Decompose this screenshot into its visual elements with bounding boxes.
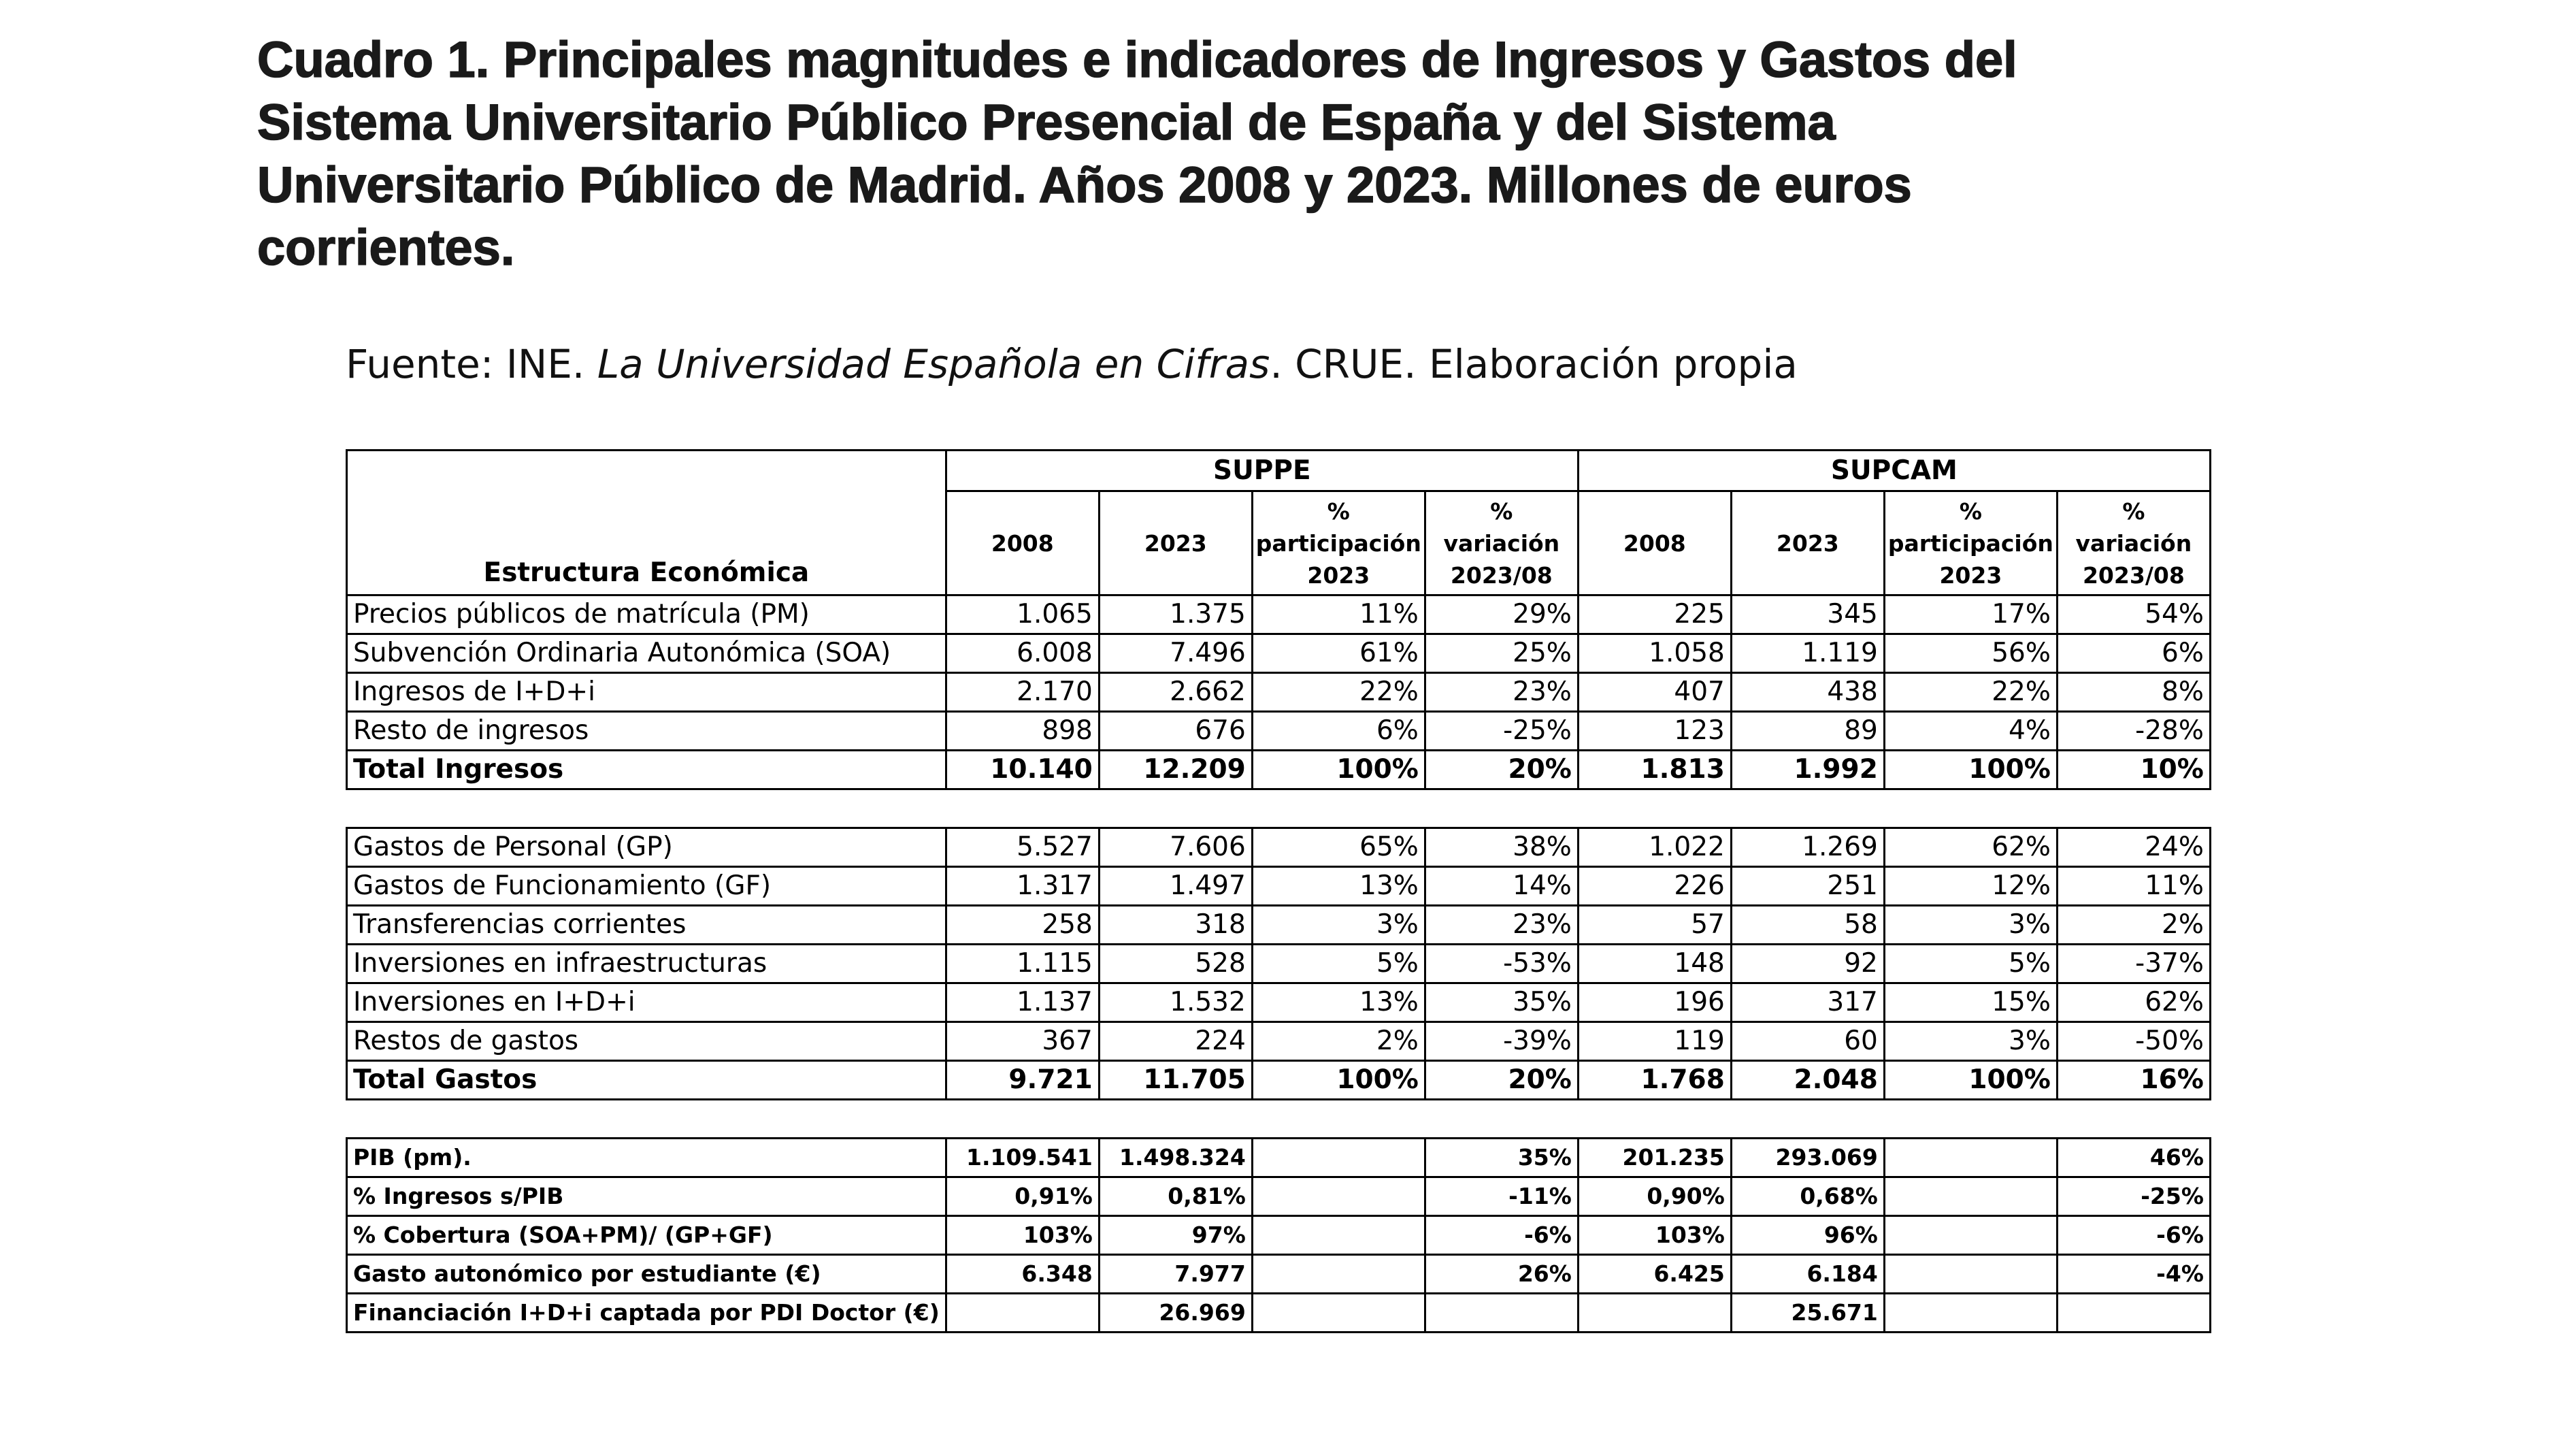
cell-value: 6.348 — [946, 1255, 1099, 1294]
cell-value: 6.425 — [1578, 1255, 1731, 1294]
cell-value: 16% — [2057, 1061, 2210, 1100]
cell-value: 318 — [1099, 906, 1252, 945]
cell-value: 7.606 — [1099, 828, 1252, 867]
table-row — [347, 1022, 2211, 1061]
title-line-4: corrientes. — [257, 219, 515, 276]
spacer-cell — [2057, 789, 2210, 828]
cell-value: -53% — [1425, 945, 1578, 983]
spacer-cell — [1425, 789, 1578, 828]
cell-value — [1884, 1216, 2057, 1255]
cell-value: 12% — [1884, 867, 2057, 906]
total-gastos-row — [347, 1061, 2211, 1100]
cell-value: 2.048 — [1731, 1061, 1884, 1100]
cell-value: 14% — [1425, 867, 1578, 906]
row-label: Inversiones en infraestructuras — [347, 945, 946, 983]
cell-value: 225 — [1578, 595, 1731, 634]
row-label: Subvención Ordinaria Autonómica (SOA) — [347, 634, 946, 673]
cell-value: 5% — [1252, 945, 1425, 983]
cell-value: -39% — [1425, 1022, 1578, 1061]
spacer-cell — [347, 789, 946, 828]
cell-value — [946, 1294, 1099, 1333]
cell-value — [1884, 1177, 2057, 1216]
spacer-cell — [946, 789, 1099, 828]
cell-value: 22% — [1884, 673, 2057, 712]
cell-value: 65% — [1252, 828, 1425, 867]
row-label: Gasto autonómico por estudiante (€) — [347, 1255, 946, 1294]
spacer-cell — [1731, 789, 1884, 828]
cell-value: 6.008 — [946, 634, 1099, 673]
cell-value: 13% — [1252, 983, 1425, 1022]
header-suppe-2008: 2008 — [946, 491, 1099, 595]
cell-value: 0,68% — [1731, 1177, 1884, 1216]
cell-value: 119 — [1578, 1022, 1731, 1061]
table-row — [347, 906, 2211, 945]
cell-value: 20% — [1425, 751, 1578, 789]
cell-value: 2.170 — [946, 673, 1099, 712]
spacer-cell — [2057, 1100, 2210, 1139]
data-table — [346, 449, 2211, 1333]
cell-value: 1.317 — [946, 867, 1099, 906]
cell-value — [1884, 1294, 2057, 1333]
cell-value: 1.065 — [946, 595, 1099, 634]
spacer-cell — [347, 1100, 946, 1139]
cell-value — [1425, 1294, 1578, 1333]
row-label: Ingresos de I+D+i — [347, 673, 946, 712]
cell-value: 23% — [1425, 673, 1578, 712]
cell-value: 5% — [1884, 945, 2057, 983]
title-line-3: Universitario Público de Madrid. Años 2008 y 2023. Millones de euros — [257, 157, 1912, 213]
cell-value: 676 — [1099, 712, 1252, 751]
cell-value: 26% — [1425, 1255, 1578, 1294]
header-group-suppe: SUPPE — [946, 451, 1578, 491]
table-row — [347, 634, 2211, 673]
cell-value: 258 — [946, 906, 1099, 945]
cell-value: 3% — [1884, 1022, 2057, 1061]
spacer-cell — [1099, 789, 1252, 828]
cell-value: 35% — [1425, 1139, 1578, 1177]
row-label: Resto de ingresos — [347, 712, 946, 751]
table-row — [347, 983, 2211, 1022]
row-label: % Cobertura (SOA+PM)/ (GP+GF) — [347, 1216, 946, 1255]
cell-value — [1252, 1216, 1425, 1255]
cell-value: -37% — [2057, 945, 2210, 983]
cell-value: 46% — [2057, 1139, 2210, 1177]
header-suppe-participacion: % participación 2023 — [1252, 491, 1425, 595]
row-label: PIB (pm). — [347, 1139, 946, 1177]
cell-value: 224 — [1099, 1022, 1252, 1061]
cell-value: 7.977 — [1099, 1255, 1252, 1294]
cell-value: 6% — [1252, 712, 1425, 751]
source-publication: La Universidad Española en Cifras — [597, 341, 1270, 387]
cell-value: -6% — [1425, 1216, 1578, 1255]
cell-value: -25% — [2057, 1177, 2210, 1216]
cell-value: 62% — [1884, 828, 2057, 867]
cell-value: 103% — [946, 1216, 1099, 1255]
cell-value: 62% — [2057, 983, 2210, 1022]
header-supcam-participacion: % participación 2023 — [1884, 491, 2057, 595]
spacer-row — [347, 789, 2211, 828]
cell-value: 6.184 — [1731, 1255, 1884, 1294]
cell-value: 2% — [2057, 906, 2210, 945]
spacer-cell — [1252, 1100, 1425, 1139]
cell-value: 1.813 — [1578, 751, 1731, 789]
row-label: Restos de gastos — [347, 1022, 946, 1061]
cell-value: 345 — [1731, 595, 1884, 634]
cell-value: 123 — [1578, 712, 1731, 751]
cell-value: 10% — [2057, 751, 2210, 789]
source-prefix: Fuente: INE. — [346, 341, 597, 387]
spacer-cell — [1884, 1100, 2057, 1139]
cell-value: 7.496 — [1099, 634, 1252, 673]
cell-value: 1.137 — [946, 983, 1099, 1022]
cell-value: 1.119 — [1731, 634, 1884, 673]
cell-value: 96% — [1731, 1216, 1884, 1255]
cell-value: 15% — [1884, 983, 2057, 1022]
cell-value: 58 — [1731, 906, 1884, 945]
row-label: % Ingresos s/PIB — [347, 1177, 946, 1216]
source-suffix: . CRUE. Elaboración propia — [1270, 341, 1798, 387]
table-row — [347, 828, 2211, 867]
spacer-cell — [1578, 789, 1731, 828]
row-label: Total Gastos — [347, 1061, 946, 1100]
title-line-2: Sistema Universitario Público Presencial de España y del Sistema — [257, 94, 1836, 150]
cell-value: 148 — [1578, 945, 1731, 983]
cell-value: 528 — [1099, 945, 1252, 983]
cell-value: 89 — [1731, 712, 1884, 751]
cell-value: -50% — [2057, 1022, 2210, 1061]
spacer-cell — [1252, 789, 1425, 828]
cell-value: 898 — [946, 712, 1099, 751]
cell-value: 226 — [1578, 867, 1731, 906]
spacer-cell — [1578, 1100, 1731, 1139]
cell-value: 56% — [1884, 634, 2057, 673]
cell-value: 317 — [1731, 983, 1884, 1022]
cell-value: 3% — [1884, 906, 2057, 945]
cell-value: 2% — [1252, 1022, 1425, 1061]
cell-value: 1.109.541 — [946, 1139, 1099, 1177]
cell-value: 24% — [2057, 828, 2210, 867]
cell-value: 25.671 — [1731, 1294, 1884, 1333]
spacer-row — [347, 1100, 2211, 1139]
row-label: Total Ingresos — [347, 751, 946, 789]
cell-value: 3% — [1252, 906, 1425, 945]
cell-value: 0,91% — [946, 1177, 1099, 1216]
cell-value: 1.768 — [1578, 1061, 1731, 1100]
cell-value: 438 — [1731, 673, 1884, 712]
cell-value: 0,81% — [1099, 1177, 1252, 1216]
header-suppe-2023: 2023 — [1099, 491, 1252, 595]
cell-value: 25% — [1425, 634, 1578, 673]
cell-value: 20% — [1425, 1061, 1578, 1100]
cell-value: 92 — [1731, 945, 1884, 983]
cell-value: 17% — [1884, 595, 2057, 634]
cell-value — [1252, 1294, 1425, 1333]
cell-value: -6% — [2057, 1216, 2210, 1255]
cell-value: 367 — [946, 1022, 1099, 1061]
page-title — [257, 29, 2230, 279]
header-row-label: Estructura Económica — [347, 451, 946, 595]
row-label: Gastos de Funcionamiento (GF) — [347, 867, 946, 906]
cell-value: 1.532 — [1099, 983, 1252, 1022]
cell-value: 10.140 — [946, 751, 1099, 789]
cell-value: 60 — [1731, 1022, 1884, 1061]
cell-value: 23% — [1425, 906, 1578, 945]
cell-value: 8% — [2057, 673, 2210, 712]
table-row — [347, 595, 2211, 634]
cell-value: 201.235 — [1578, 1139, 1731, 1177]
table-header — [347, 451, 2211, 595]
total-ingresos-row — [347, 751, 2211, 789]
cell-value: 9.721 — [946, 1061, 1099, 1100]
indicator-row — [347, 1255, 2211, 1294]
cell-value: 57 — [1578, 906, 1731, 945]
spacer-cell — [946, 1100, 1099, 1139]
cell-value: -11% — [1425, 1177, 1578, 1216]
cell-value — [1884, 1255, 2057, 1294]
row-label: Gastos de Personal (GP) — [347, 828, 946, 867]
row-label: Inversiones en I+D+i — [347, 983, 946, 1022]
cell-value: -25% — [1425, 712, 1578, 751]
cell-value: 29% — [1425, 595, 1578, 634]
cell-value — [1884, 1139, 2057, 1177]
cell-value: 2.662 — [1099, 673, 1252, 712]
cell-value: 1.497 — [1099, 867, 1252, 906]
cell-value: 100% — [1252, 1061, 1425, 1100]
cell-value: 1.115 — [946, 945, 1099, 983]
header-supcam-variacion: % variación 2023/08 — [2057, 491, 2210, 595]
cell-value: 1.498.324 — [1099, 1139, 1252, 1177]
cell-value: 1.022 — [1578, 828, 1731, 867]
cell-value: 97% — [1099, 1216, 1252, 1255]
table-row — [347, 673, 2211, 712]
row-label: Precios públicos de matrícula (PM) — [347, 595, 946, 634]
table-row — [347, 945, 2211, 983]
spacer-cell — [1731, 1100, 1884, 1139]
cell-value: 4% — [1884, 712, 2057, 751]
cell-value — [1252, 1177, 1425, 1216]
cell-value: 103% — [1578, 1216, 1731, 1255]
title-line-1: Cuadro 1. Principales magnitudes e indicadores de Ingresos y Gastos del — [257, 31, 2017, 88]
header-supcam-2008: 2008 — [1578, 491, 1731, 595]
cell-value: 11% — [2057, 867, 2210, 906]
cell-value — [2057, 1294, 2210, 1333]
cell-value — [1252, 1139, 1425, 1177]
cell-value: 54% — [2057, 595, 2210, 634]
cell-value: 196 — [1578, 983, 1731, 1022]
header-suppe-variacion: % variación 2023/08 — [1425, 491, 1578, 595]
table-row — [347, 712, 2211, 751]
cell-value: 35% — [1425, 983, 1578, 1022]
cell-value: 100% — [1252, 751, 1425, 789]
cell-value: -28% — [2057, 712, 2210, 751]
cell-value: 0,90% — [1578, 1177, 1731, 1216]
cell-value: 407 — [1578, 673, 1731, 712]
cell-value: 13% — [1252, 867, 1425, 906]
cell-value: 251 — [1731, 867, 1884, 906]
cell-value: 26.969 — [1099, 1294, 1252, 1333]
indicator-row — [347, 1294, 2211, 1333]
cell-value: 11% — [1252, 595, 1425, 634]
header-supcam-2023: 2023 — [1731, 491, 1884, 595]
header-group-supcam: SUPCAM — [1578, 451, 2210, 491]
cell-value: 11.705 — [1099, 1061, 1252, 1100]
cell-value: 6% — [2057, 634, 2210, 673]
cell-value: 61% — [1252, 634, 1425, 673]
cell-value: 100% — [1884, 751, 2057, 789]
table-row — [347, 867, 2211, 906]
header-group-row — [347, 451, 2211, 491]
cell-value: 1.375 — [1099, 595, 1252, 634]
row-label: Transferencias corrientes — [347, 906, 946, 945]
spacer-cell — [1425, 1100, 1578, 1139]
spacer-cell — [1099, 1100, 1252, 1139]
indicator-row — [347, 1177, 2211, 1216]
indicator-row — [347, 1216, 2211, 1255]
cell-value: 1.992 — [1731, 751, 1884, 789]
indicator-row — [347, 1139, 2211, 1177]
spacer-cell — [1884, 789, 2057, 828]
cell-value: 293.069 — [1731, 1139, 1884, 1177]
row-label: Financiación I+D+i captada por PDI Doctor (€) — [347, 1294, 946, 1333]
cell-value — [1252, 1255, 1425, 1294]
cell-value: 1.269 — [1731, 828, 1884, 867]
cell-value: -4% — [2057, 1255, 2210, 1294]
cell-value — [1578, 1294, 1731, 1333]
table-body — [347, 595, 2211, 1333]
cell-value: 5.527 — [946, 828, 1099, 867]
source-note — [346, 340, 1798, 388]
cell-value: 1.058 — [1578, 634, 1731, 673]
cell-value: 22% — [1252, 673, 1425, 712]
cell-value: 100% — [1884, 1061, 2057, 1100]
cell-value: 12.209 — [1099, 751, 1252, 789]
cell-value: 38% — [1425, 828, 1578, 867]
